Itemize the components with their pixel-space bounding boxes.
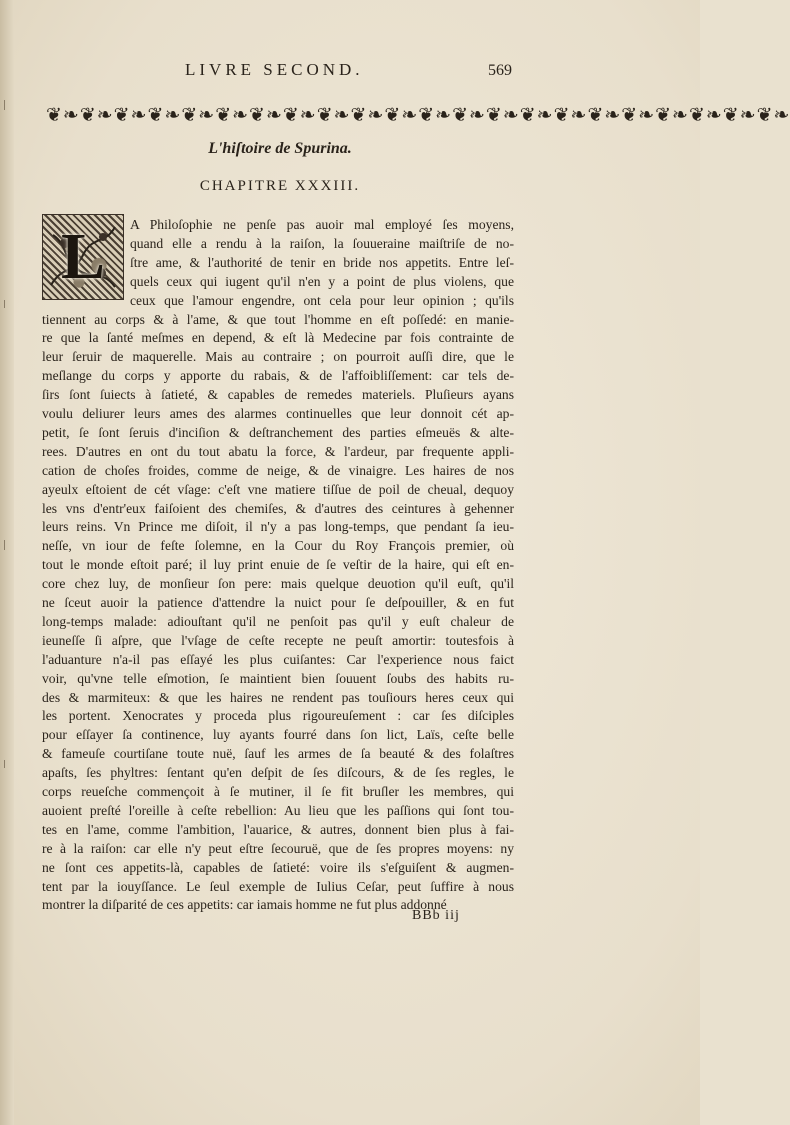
gutter-mark <box>4 760 5 768</box>
gutter-mark <box>4 300 5 308</box>
text-line: quand elle a rendu à la raiſon, la ſouueraine maiſtriſe de no- <box>130 235 514 251</box>
text-line: cation de choſes froides, comme de neige, & de vinaigre. Les haires de nos <box>42 462 514 478</box>
text-line: meſlange du corps y apporte du rabais, & de l'affoibliſſement: car tels de- <box>42 368 514 384</box>
text-line: les portent. Xenocrates y proceda plus rigoureuſement : car ſes diſciples <box>42 708 514 724</box>
decorated-initial <box>42 214 124 300</box>
text-line: voulu deliurer leurs ames des alarmes continuelles que leur donnoit cét ap- <box>42 406 514 421</box>
text-line: & fameuſe courtiſane toute nuë, ſauf les armes de ſa beauté & des folaſtres <box>42 746 514 762</box>
running-head: LIVRE SECOND. <box>185 60 364 79</box>
text-line: montrer la diſparité de ces appetits: car iamais homme ne fut plus addonné <box>42 897 447 913</box>
text-line: tent par la iouyſſance. Le ſeul exemple de Iulius Ceſar, peut ſuffire à nous <box>42 878 514 894</box>
text-line: ayeulx eſtoient de cét vſage: c'eſt vne matiere tiſſue de poil de cheual, dequoy <box>42 481 514 497</box>
text-line: tiennent au corps & à l'ame, & que tout l'homme en eſt poſſedé: en manie- <box>42 311 514 327</box>
text-line: auoient preſté l'oreille à ceſte rebellion: Au lieu que les paſſions qui ſont tou- <box>42 802 514 818</box>
text-line: ſirs ſont ſuiects à ſatieté, & capables de remedes materiels. Pluſieurs ayans <box>42 387 514 403</box>
text-line: neſſe, vn iour de feſte ſolemne, en la Cour du Roy François premier, où <box>42 538 514 554</box>
text-line: les vns d'entr'eux faiſoient des chemiſes, & d'autres des ceintures à gehenner <box>42 500 514 516</box>
initial-letter: L <box>60 220 106 293</box>
text-line: ne ſont ces appetits-là, capables de ſatieté: voire ils s'eſguiſent & augmen- <box>42 859 514 875</box>
text-line: ſtre ame, & l'authorité de tenir en bride nos appetits. Entre leſ- <box>130 254 514 270</box>
text-line: petit, ſe ſont ſeruis d'inciſion & deſtranchement des parties eſmeuës & alte- <box>42 424 514 440</box>
gutter-mark <box>4 540 5 550</box>
page-number: 569 <box>488 62 512 79</box>
text-line: core chez luy, de monſieur ſon pere: mais quelque deuotion qu'il euſt, qu'il <box>42 576 514 592</box>
text-line: ieuneſſe ſi aſpre, que l'vſage de ceſte recepte ne peuſt amortir: toutesfois à <box>42 632 514 648</box>
text-line: re à la raiſon: car elle n'y peut eſtre ſecouruë, que de ſes propres moyens: ny <box>42 840 514 856</box>
text-line: pour eſſayer ſa continence, luy ayants fourré dans ſon lict, Laïs, ceſte belle <box>42 727 514 743</box>
text-line: leurs reins. Vn Prince me diſoit, il n'y a pas long-temps, que pendant ſa ieu- <box>42 519 514 535</box>
chapter-title: L'hiſtoire de Spurina. <box>208 140 352 157</box>
text-line: long-temps malade: adiouſtant qu'il ne penſoit pas qu'il y euſt chaleur de <box>42 613 514 629</box>
text-line: corps reueſche commençoit à ſe mutiner, il ſe fit bruſler les membres, qui <box>42 784 514 799</box>
text-line: des & marmiteux: & que les haires ne rendent pas touſiours heres ceux qui <box>42 689 514 705</box>
text-line: tout le monde eſtoit paré; il luy print enuie de ſe veſtir de la haire, qui eſt en- <box>42 557 514 573</box>
signature-mark: BBb iij <box>412 908 460 923</box>
chapter-number: CHAPITRE XXXIII. <box>199 178 361 194</box>
ornament-band: ❦❧❦❧❦❧❦❧❦❧❦❧❦❧❦❧❦❧❦❧❦❧❦❧❦❧❦❧❦❧❦❧❦❧❦❧❦❧❦❧❦❧❦❧ <box>46 105 790 126</box>
text-line: quels ceux qui iugent qu'il n'en y a point de plus violens, que <box>130 273 514 289</box>
text-line: leur ſeruir de maquerelle. Mais au contraire ; on pourroit auſſi dire, que le <box>42 349 514 365</box>
text-line: l'aduanture n'a-il pas eſſayé les plus cuiſantes: Car l'experience nous faict <box>42 651 514 667</box>
text-line: apaſts, ſes phyltres: ſentant qu'en deſpit de ſes diſcours, & de ſes regles, le <box>42 765 514 781</box>
text-line: ne ſceut auoir la patience d'attendre la nuict pour ſe deſpouiller, & en fut <box>42 595 514 610</box>
text-line: tes en l'ame, comme l'ambition, l'auarice, & autres, donnent bien plus à fai- <box>42 821 514 837</box>
text-line: re que la ſanté meſmes en depend, & eſt là Medecine par fois contrainte de <box>42 330 514 346</box>
text-line: ceux que l'amour engendre, ont cela pour leur opinion ; qu'ils <box>130 292 514 308</box>
binding-gutter <box>0 0 14 1125</box>
gutter-mark <box>4 100 5 110</box>
text-line: rees. D'autres en ont du tout abatu la force, & l'ardeur, par frequente appli- <box>42 443 514 459</box>
text-line: A Philoſophie ne penſe pas auoir mal employé ſes moyens, <box>130 217 514 232</box>
text-line: voir, qu'vne telle eſmotion, ſe maintient bien ſouuent ſoubs des habits ru- <box>42 670 514 686</box>
